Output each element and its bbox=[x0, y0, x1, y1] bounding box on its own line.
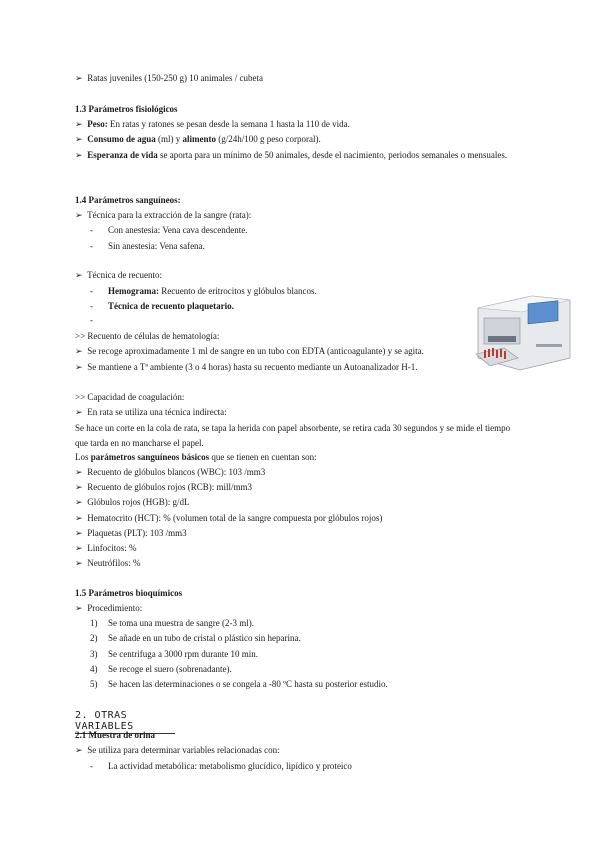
bold-term: Consumo de agua bbox=[87, 134, 156, 144]
step-5 bbox=[90, 678, 388, 690]
text: La actividad metabólica: metabolismo glucídico, lipídico y proteico bbox=[108, 761, 352, 771]
sub-con-anestesia bbox=[90, 224, 248, 236]
text: Plaquetas (PLT): 103 /mm3 bbox=[87, 528, 187, 538]
text: Ratas juveniles (150-250 g) 10 animales / cubeta bbox=[87, 73, 263, 83]
text: Linfocitos: % bbox=[87, 543, 137, 553]
step-number: 4) bbox=[90, 664, 98, 674]
arrow-bullet: ➢ bbox=[75, 543, 83, 553]
basicos-intro bbox=[75, 451, 317, 463]
text: En ratas y ratones se pesan desde la semana 1 hasta la 110 de vida. bbox=[107, 119, 350, 129]
text: Recuento de glóbulos rojos (RCB): mill/mm3 bbox=[87, 482, 252, 492]
text: Recuento de glóbulos blancos (WBC): 103 /mm3 bbox=[87, 467, 266, 477]
bold-term: parámetros sanguíneos básicos bbox=[90, 452, 210, 462]
text: Se utiliza para determinar variables relacionadas con: bbox=[87, 745, 280, 755]
text: En rata se utiliza una técnica indirecta: bbox=[87, 407, 227, 417]
bullet-mantiene bbox=[75, 361, 417, 373]
step-number: 3) bbox=[90, 649, 98, 659]
text: (ml) y bbox=[155, 134, 183, 144]
bullet-hct bbox=[75, 512, 382, 524]
text: Se añade en un tubo de cristal o plástico sin heparina. bbox=[108, 633, 301, 643]
bullet-peso bbox=[75, 118, 350, 130]
text: Se toma una muestra de sangre (2-3 ml). bbox=[108, 618, 254, 628]
bullet-procedimiento bbox=[75, 602, 142, 614]
sub-actividad bbox=[90, 760, 352, 772]
text: Se recoge aproximadamente 1 ml de sangre en un tubo con EDTA (anticoagulante) y se agita. bbox=[87, 346, 424, 356]
arrow-bullet: ➢ bbox=[75, 134, 83, 144]
text: Se recoge el suero (sobrenadante). bbox=[108, 664, 232, 674]
text: Se centrifuga a 3000 rpm durante 10 min. bbox=[108, 649, 258, 659]
arrow-bullet: ➢ bbox=[75, 150, 83, 160]
text: Recuento de eritrocitos y glóbulos blancos. bbox=[158, 286, 317, 296]
text: Neutrófilos: % bbox=[87, 558, 141, 568]
bullet-ratas bbox=[75, 72, 263, 84]
sub-hemograma bbox=[90, 285, 317, 297]
dash: - bbox=[90, 225, 93, 235]
capacidad-coagulacion: >> Capacidad de coagulación: bbox=[75, 392, 185, 402]
text: Los bbox=[75, 452, 91, 462]
text: Glóbulos rojos (HGB): g/dL bbox=[87, 497, 190, 507]
bullet-recoge bbox=[75, 345, 424, 357]
arrow-bullet: ➢ bbox=[75, 482, 83, 492]
bullet-tecnica-extraccion bbox=[75, 209, 251, 221]
step-4 bbox=[90, 663, 232, 675]
heading-1-3: 1.3 Parámetros fisiológicos bbox=[75, 104, 178, 114]
arrow-bullet: ➢ bbox=[75, 467, 83, 477]
sub-empty bbox=[90, 314, 108, 326]
bullet-linfocitos bbox=[75, 542, 137, 554]
text: Se mantiene a Tª ambiente (3 o 4 horas) hasta su recuento mediante un Autoanalizador H-1. bbox=[87, 362, 418, 372]
bold-term: Técnica de recuento plaquetario. bbox=[108, 301, 234, 311]
analyzer-slot bbox=[488, 336, 516, 342]
dash: - bbox=[90, 301, 93, 311]
bold-term: Peso: bbox=[87, 119, 108, 129]
sub-plaquetario bbox=[90, 300, 234, 312]
arrow-bullet: ➢ bbox=[75, 528, 83, 538]
text: Con anestesia: Vena cava descendente. bbox=[108, 225, 248, 235]
arrow-bullet: ➢ bbox=[75, 497, 83, 507]
dash: - bbox=[90, 286, 93, 296]
bullet-tecnica-recuento bbox=[75, 269, 162, 281]
bullet-esperanza bbox=[75, 148, 523, 163]
corte-paragraph: Se hace un corte en la cola de rata, se tapa la herida con papel absorbente, se retira cada 30 segundos y se mide el tiempo que tarda en no mancharse el papel. bbox=[75, 423, 511, 448]
step-2 bbox=[90, 632, 301, 644]
text: Procedimiento: bbox=[87, 603, 143, 613]
text: que se tienen en cuentan son: bbox=[209, 452, 317, 462]
arrow-bullet: ➢ bbox=[75, 558, 83, 568]
bold-term: Esperanza de vida bbox=[87, 150, 158, 160]
recuento-celulas: >> Recuento de células de hematología: bbox=[75, 331, 220, 341]
arrow-bullet: ➢ bbox=[75, 603, 83, 613]
arrow-bullet: ➢ bbox=[75, 745, 83, 755]
bullet-hgb bbox=[75, 496, 190, 508]
bullet-wbc bbox=[75, 466, 265, 478]
text: (g/24h/100 g peso corporal). bbox=[216, 134, 321, 144]
text: Sin anestesia: Vena safena. bbox=[108, 241, 205, 251]
dash: - bbox=[90, 241, 93, 251]
arrow-bullet: ➢ bbox=[75, 346, 83, 356]
step-number: 5) bbox=[90, 679, 98, 689]
bullet-neutrofilos bbox=[75, 557, 141, 569]
analyzer-vent bbox=[536, 344, 562, 347]
bold-term: Hemograma: bbox=[108, 286, 159, 296]
arrow-bullet: ➢ bbox=[75, 362, 83, 372]
section-2-heading: 2. OTRAS VARIABLES bbox=[75, 710, 175, 734]
dash: - bbox=[90, 761, 93, 771]
arrow-bullet: ➢ bbox=[75, 210, 83, 220]
bullet-consumo bbox=[75, 133, 321, 145]
bold-term: alimento bbox=[182, 134, 217, 144]
analyzer-screen bbox=[528, 301, 558, 324]
text: Técnica para la extracción de la sangre (rata): bbox=[87, 210, 252, 220]
bullet-rcb bbox=[75, 481, 252, 493]
sub-sin-anestesia bbox=[90, 240, 205, 252]
step-1 bbox=[90, 617, 254, 629]
step-number: 2) bbox=[90, 633, 98, 643]
dash: - bbox=[90, 315, 93, 325]
bullet-utiliza bbox=[75, 744, 280, 756]
heading-2-1: 2.1 Muestra de orina bbox=[75, 730, 155, 740]
text: Se hacen las determinaciones o se congela a -80 ºC hasta su posterior estudio. bbox=[108, 679, 388, 689]
step-number: 1) bbox=[90, 618, 98, 628]
hematology-analyzer-image bbox=[470, 288, 580, 372]
arrow-bullet: ➢ bbox=[75, 513, 83, 523]
text: Hematocrito (HCT): % (volumen total de la sangre compuesta por glóbulos rojos) bbox=[87, 513, 383, 523]
arrow-bullet: ➢ bbox=[75, 119, 83, 129]
arrow-bullet: ➢ bbox=[75, 73, 83, 83]
bullet-indirecta bbox=[75, 406, 227, 418]
heading-1-5: 1.5 Parámetros bioquímicos bbox=[75, 588, 183, 598]
text: se aporta para un mínimo de 50 animales, desde el nacimiento, periodos semanales o mensuales. bbox=[157, 150, 508, 160]
bullet-plt bbox=[75, 527, 187, 539]
text: Técnica de recuento: bbox=[87, 270, 163, 280]
step-3 bbox=[90, 648, 258, 660]
arrow-bullet: ➢ bbox=[75, 407, 83, 417]
arrow-bullet: ➢ bbox=[75, 270, 83, 280]
heading-1-4: 1.4 Parámetros sanguíneos: bbox=[75, 195, 181, 205]
